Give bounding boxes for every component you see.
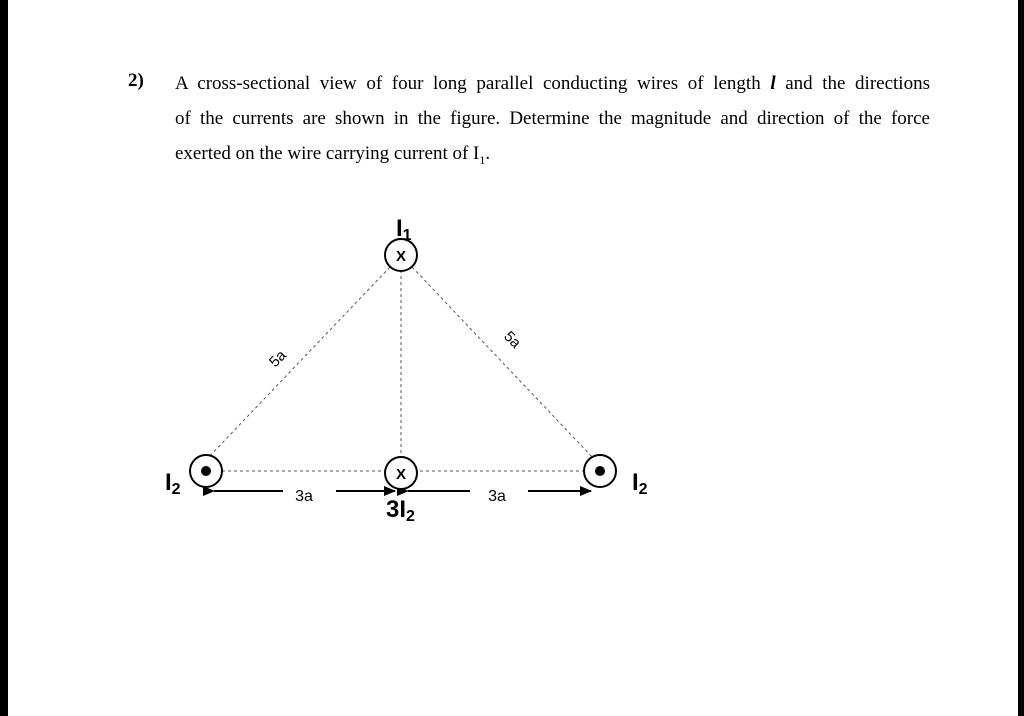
wire-3i2-center bbox=[385, 457, 417, 489]
wire-i1 bbox=[385, 239, 417, 271]
wire-i2-left-label: I2 bbox=[165, 469, 181, 498]
left-diagonal-line bbox=[206, 267, 390, 460]
wire-3i2-label: 3I2 bbox=[386, 496, 415, 525]
length-symbol: l bbox=[770, 73, 776, 94]
question-line-1: A cross-sectional view of four long parallel conducting wires of length l and the directions bbox=[175, 73, 930, 94]
left-base-label: 3a bbox=[295, 488, 313, 505]
wire-i1-symbol: X bbox=[395, 248, 407, 265]
dot-out-icon bbox=[201, 466, 211, 476]
wire-i2-right-label: I2 bbox=[632, 469, 648, 498]
dot-out-icon bbox=[595, 466, 605, 476]
wire-i2-right bbox=[584, 455, 616, 487]
question-line-2: of the currents are shown in the figure. Determine the magnitude and direction of the force bbox=[175, 108, 930, 129]
wire-i1-label: I1 bbox=[396, 215, 412, 244]
wire-3i2-symbol: X bbox=[395, 466, 407, 483]
right-diagonal-label: 5a bbox=[500, 327, 525, 352]
question-number: 2) bbox=[128, 70, 144, 91]
left-diagonal-label: 5a bbox=[265, 346, 290, 371]
wire-i2-left bbox=[190, 455, 222, 487]
question-line-3: exerted on the wire carrying current of $I_1$. bbox=[175, 143, 491, 167]
right-diagonal-line bbox=[412, 267, 595, 460]
right-base-label: 3a bbox=[488, 488, 506, 505]
